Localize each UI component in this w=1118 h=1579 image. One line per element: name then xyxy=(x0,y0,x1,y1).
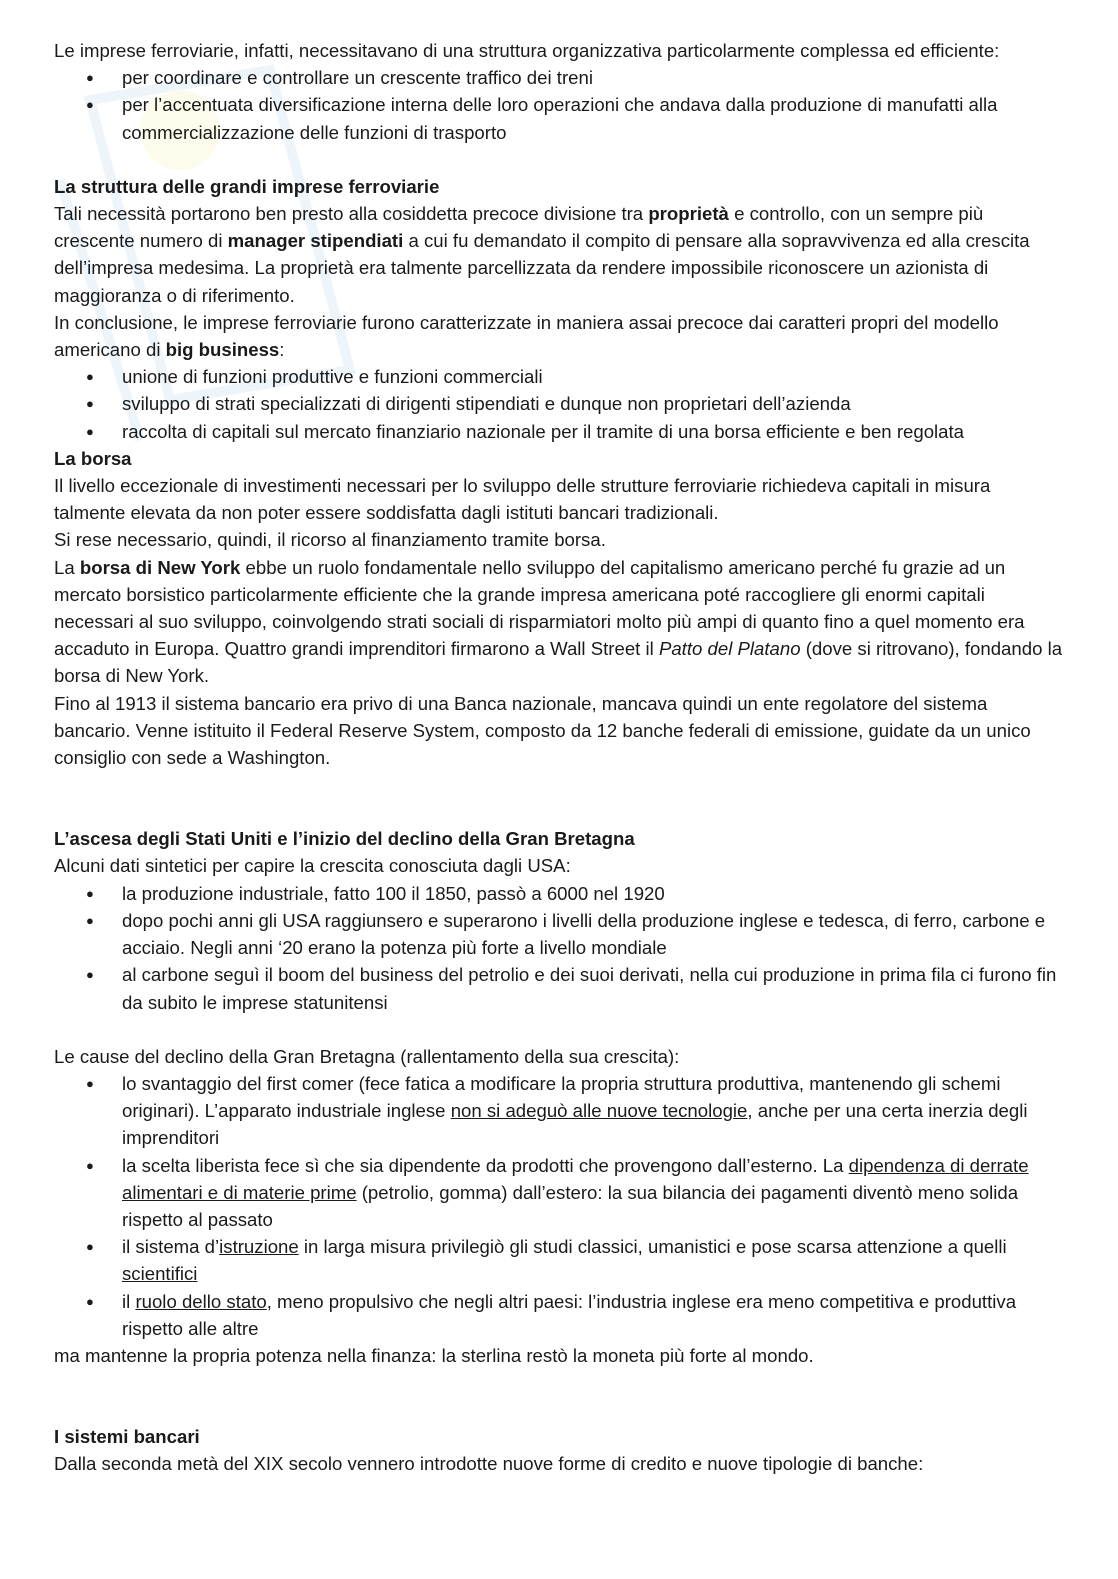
document-page xyxy=(54,37,1064,1478)
list-item: ● per coordinare e controllare un crescente traffico dei treni xyxy=(122,64,1064,91)
section-heading-railway-structure: La struttura delle grandi imprese ferroviarie xyxy=(54,175,440,197)
big-business-list xyxy=(54,363,1064,445)
paragraph-finance: ma mantenne la propria potenza nella finanza: la sterlina restò la moneta più forte al mondo. xyxy=(54,1344,814,1366)
list-item: ● dopo pochi anni gli USA raggiunsero e superarono i livelli della produzione inglese e tedesca, di ferro, carbone e acciaio. Negli anni ‘20 erano la potenza più forte a livello mondiale xyxy=(122,907,1064,961)
list-item: ● il sistema d’istruzione in larga misura privilegiò gli studi classici, umanistici e pose scarsa attenzione a quelli scientifici xyxy=(122,1233,1064,1287)
decline-causes-list xyxy=(54,1070,1064,1342)
usa-growth-list xyxy=(54,880,1064,1016)
list-item: ● unione di funzioni produttive e funzioni commerciali xyxy=(122,363,1064,390)
paragraph-investments: Il livello eccezionale di investimenti necessari per lo sviluppo delle strutture ferroviarie richiedeva capitali in misura talmente elevata da non poter essere soddisfatta dagli istituti bancari tradizionali. xyxy=(54,475,991,524)
section-heading-borsa: La borsa xyxy=(54,447,132,469)
paragraph-conclusion: In conclusione, le imprese ferroviarie furono caratterizzate in maniera assai precoce dai caratteri propri del modello americano di big business: xyxy=(54,311,999,361)
list-item: ● lo svantaggio del first comer (fece fatica a modificare la propria struttura produttiva, mantenendo gli schemi originari). L’apparato industriale inglese non si adeguò alle nuove tecnologie, anche per una certa inerzia degli imprenditori xyxy=(122,1070,1064,1152)
list-item: ● sviluppo di strati specializzati di dirigenti stipendiati e dunque non proprietari dell’azienda xyxy=(122,390,1064,417)
list-item: ● il ruolo dello stato, meno propulsivo che negli altri paesi: l’industria inglese era meno competitiva e produttiva rispetto alle altre xyxy=(122,1288,1064,1342)
paragraph-causes-intro: Le cause del declino della Gran Bretagna (rallentamento della sua crescita): xyxy=(54,1045,680,1067)
list-item: ● raccolta di capitali sul mercato finanziario nazionale per il tramite di una borsa efficiente e ben regolata xyxy=(122,418,1064,445)
section-heading-usa-rise: L’ascesa degli Stati Uniti e l’inizio del declino della Gran Bretagna xyxy=(54,828,635,850)
list-item: ● per l’accentuata diversificazione interna delle loro operazioni che andava dalla produzione di manufatti alla commercializzazione delle funzioni di trasporto xyxy=(122,91,1064,145)
paragraph-borsa-necessity: Si rese necessario, quindi, il ricorso al finanziamento tramite borsa. xyxy=(54,529,606,551)
railway-needs-list xyxy=(54,64,1064,146)
list-item: ● al carbone seguì il boom del business del petrolio e dei suoi derivati, nella cui produzione in prima fila ci furono fin da subito le imprese statunitensi xyxy=(122,961,1064,1015)
paragraph-ownership: Tali necessità portarono ben presto alla cosiddetta precoce divisione tra proprietà e controllo, con un sempre più crescente numero di manager stipendiati a cui fu demandato il compito di pensare alla sopravvivenza ed alla crescita dell’impresa medesima. La proprietà era talmente parcellizzata da rendere impossibile riconoscere un azionista di maggioranza o di riferimento. xyxy=(54,203,1030,306)
paragraph-federal-reserve: Fino al 1913 il sistema bancario era privo di una Banca nazionale, mancava quindi un ente regolatore del sistema bancario. Venne istituito il Federal Reserve System, composto da 12 banche federali di emissione, guidate da un unico consiglio con sede a Washington. xyxy=(54,692,1031,769)
paragraph-new-york: La borsa di New York ebbe un ruolo fondamentale nello sviluppo del capitalismo americano perché fu grazie ad un mercato borsistico particolarmente efficiente che la grande impresa americana poté raccogliere gli enormi capitali necessari al suo sviluppo, coinvolgendo strati sociali di risparmiatori molto più ampi di quanto fino a quel momento era accaduto in Europa. Quattro grandi imprenditori firmarono a Wall Street il Patto del Platano (dove si ritrovano), fondando la borsa di New York. xyxy=(54,556,1063,687)
paragraph-usa-intro: Alcuni dati sintetici per capire la crescita conosciuta dagli USA: xyxy=(54,855,571,877)
paragraph-banking-intro: Dalla seconda metà del XIX secolo vennero introdotte nuove forme di credito e nuove tipologie di banche: xyxy=(54,1453,924,1475)
list-item: ● la scelta liberista fece sì che sia dipendente da prodotti che provengono dall’esterno. La dipendenza di derrate alimentari e di materie prime (petrolio, gomma) dall’estero: la sua bilancia dei pagamenti diventò meno solida rispetto al passato xyxy=(122,1152,1064,1234)
section-heading-banking-systems: I sistemi bancari xyxy=(54,1426,200,1448)
paragraph-intro: Le imprese ferroviarie, infatti, necessitavano di una struttura organizzativa particolarmente complessa ed efficiente: xyxy=(54,40,1000,61)
list-item: ● la produzione industriale, fatto 100 il 1850, passò a 6000 nel 1920 xyxy=(122,880,1064,907)
